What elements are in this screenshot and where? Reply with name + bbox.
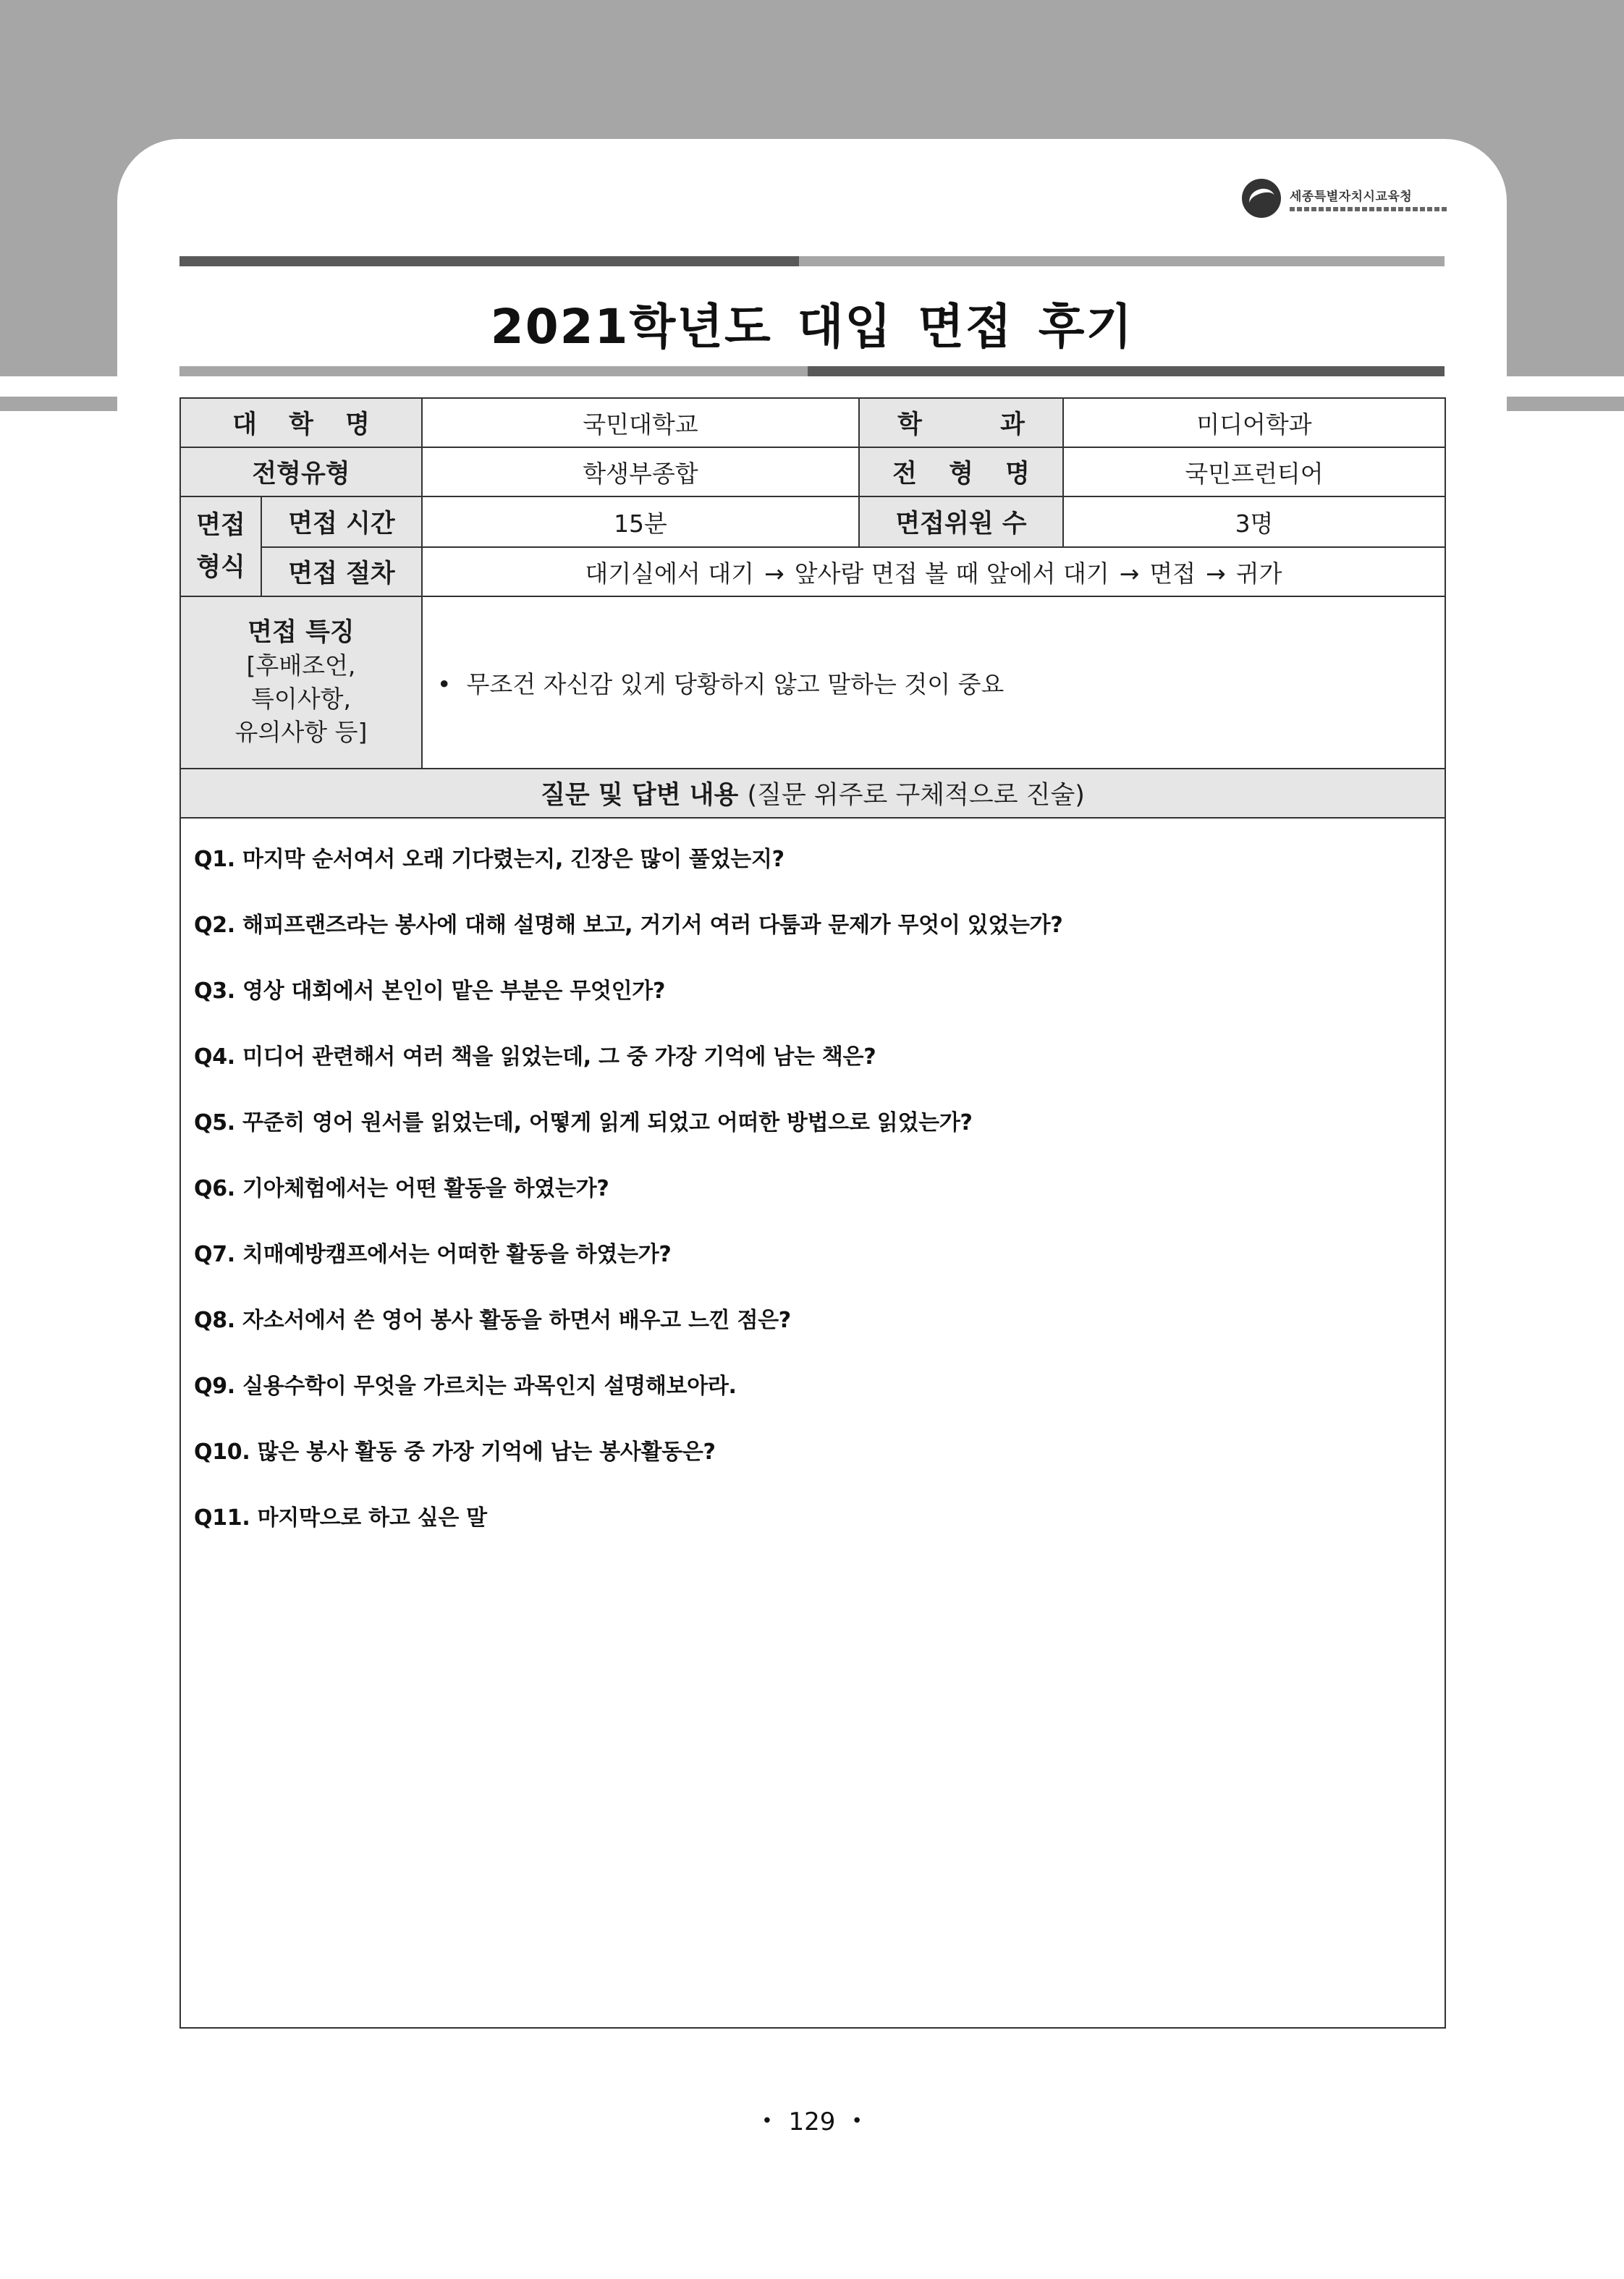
question-item: Q7. 치매예방캠프에서는 어떠한 활동을 하였는가?	[194, 1242, 672, 1267]
title-rule-top	[179, 256, 1445, 266]
questions-list	[181, 819, 1445, 1572]
logo-text: 세종특별자치시교육청	[1290, 189, 1413, 204]
features-text: 무조건 자신감 있게 당황하지 않고 말하는 것이 중요	[466, 669, 1005, 698]
question-item: Q10. 많은 봉사 활동 중 가장 기억에 남는 봉사활동은?	[194, 1439, 716, 1465]
question-item: Q8. 자소서에서 쓴 영어 봉사 활동을 하면서 배우고 느낀 점은?	[194, 1308, 791, 1333]
office-of-education-logo	[1242, 175, 1459, 221]
table-row	[180, 398, 1445, 447]
procedure-step: 대기실에서 대기	[585, 559, 755, 588]
admission-name-label: 전 형 명	[859, 447, 1063, 496]
question-item: Q3. 영상 대회에서 본인이 맡은 부분은 무엇인가?	[194, 978, 666, 1004]
interview-procedure-value	[422, 547, 1445, 596]
right-side-stripe	[1507, 397, 1624, 411]
interview-features-value	[422, 596, 1445, 769]
document-title: 2021학년도 대입 면접 후기	[490, 299, 1134, 355]
questions-section-header	[180, 769, 1445, 818]
interview-procedure-label: 면접 절차	[261, 547, 422, 596]
question-item: Q2. 해피프랜즈라는 봉사에 대해 설명해 보고, 거기서 여러 다툼과 문제가 무엇이 있었는가?	[194, 913, 1063, 938]
interview-time-value: 15분	[422, 496, 859, 547]
interviewers-value: 3명	[1063, 496, 1445, 547]
features-subtitle-line: [후배조언,	[246, 651, 356, 680]
question-item: Q1. 마지막 순서여서 오래 기다렸는지, 긴장은 많이 풀었는지?	[194, 847, 784, 872]
questions-cell	[180, 818, 1445, 2028]
table-row	[180, 818, 1445, 2028]
admission-name-value: 국민프런티어	[1063, 447, 1445, 496]
features-subtitle-line: 특이사항,	[250, 685, 351, 713]
procedure-step: 앞사람 면접 볼 때 앞에서 대기	[794, 559, 1109, 588]
left-side-stripe	[0, 397, 117, 411]
procedure-step: 귀가	[1235, 559, 1282, 588]
interview-format-label: 면접 형식	[180, 496, 261, 596]
table-row	[180, 769, 1445, 818]
interview-info-table	[179, 397, 1446, 2029]
arrow-right-icon: →	[1119, 559, 1140, 588]
department-label: 학 과	[859, 398, 1063, 447]
interviewers-label: 면접위원 수	[859, 496, 1063, 547]
university-value: 국민대학교	[422, 398, 859, 447]
department-value: 미디어학과	[1063, 398, 1445, 447]
features-subtitle-line: 유의사항 등]	[234, 718, 368, 746]
dot-icon: •	[851, 2110, 863, 2132]
question-item: Q6. 기아체험에서는 어떤 활동을 하였는가?	[194, 1176, 609, 1201]
arrow-right-icon: →	[1206, 559, 1226, 588]
admission-type-value: 학생부종합	[422, 447, 859, 496]
arrow-right-icon: →	[764, 559, 784, 588]
logo-emblem-icon	[1242, 179, 1281, 218]
questions-section-note: (질문 위주로 구체적으로 진술)	[747, 781, 1085, 810]
question-item: Q4. 미디어 관련해서 여러 책을 읽었는데, 그 중 가장 기억에 남는 책은?	[194, 1044, 876, 1070]
table-row	[180, 596, 1445, 769]
procedure-step: 면접	[1149, 559, 1196, 588]
table-row	[180, 496, 1445, 547]
question-item: Q9. 실용수학이 무엇을 가르치는 과목인지 설명해보아라.	[194, 1374, 737, 1399]
page-number	[0, 2107, 1624, 2136]
bullet-icon: •	[437, 669, 467, 698]
admission-type-label: 전형유형	[180, 447, 422, 496]
interview-time-label: 면접 시간	[261, 496, 422, 547]
page-number-value: 129	[788, 2107, 836, 2136]
questions-section-title: 질문 및 답변 내용	[541, 781, 739, 810]
title-rule-bottom	[179, 366, 1445, 376]
table-row	[180, 447, 1445, 496]
university-label: 대 학 명	[180, 398, 422, 447]
logo-subtext-line	[1290, 207, 1449, 211]
question-item: Q11. 마지막으로 하고 싶은 말	[194, 1505, 487, 1531]
features-title: 면접 특징	[248, 618, 355, 647]
table-row	[180, 547, 1445, 596]
question-item: Q5. 꾸준히 영어 원서를 읽었는데, 어떻게 읽게 되었고 어떠한 방법으로 읽었는가?	[194, 1110, 973, 1136]
dot-icon: •	[761, 2110, 773, 2132]
interview-features-label	[180, 596, 422, 769]
